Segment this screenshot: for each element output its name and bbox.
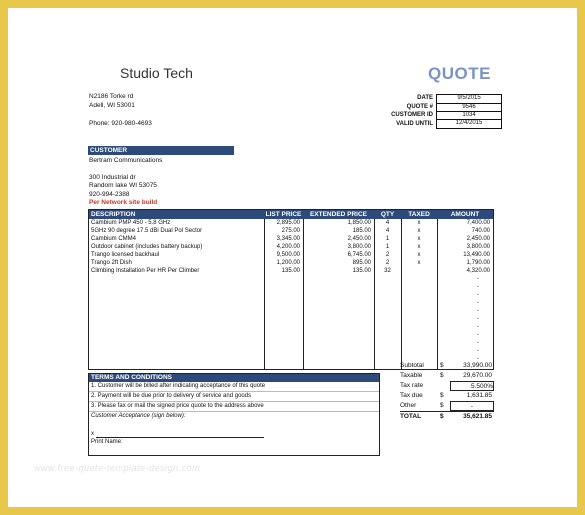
- column-divider: [401, 219, 402, 369]
- table-cell-ext: [303, 331, 374, 339]
- totals-row-tax-rate: [400, 381, 494, 391]
- table-cell-qty: [374, 355, 401, 363]
- terms-header: TERMS AND CONDITIONS: [89, 374, 379, 382]
- table-cell-list: 4,200.00: [276, 244, 300, 250]
- table-cell-taxed: [401, 307, 437, 315]
- table-cell-amount: -: [477, 324, 479, 330]
- table-cell-ext: [303, 323, 374, 331]
- table-cell-qty: [374, 323, 401, 331]
- table-cell-amount: 4,320.00: [466, 268, 490, 274]
- table-cell-ext: 185.00: [352, 228, 371, 234]
- table-cell-list: [264, 315, 303, 323]
- table-cell-qty: [374, 275, 401, 283]
- table-cell-amount: -: [477, 348, 479, 354]
- totals-value: 35,621.85: [463, 413, 492, 420]
- terms-box: [88, 373, 380, 456]
- meta-label: CUSTOMER ID: [391, 112, 433, 119]
- totals-value: 33,990.00: [463, 362, 492, 369]
- terms-line: 1. Customer will be billed after indicating acceptance of this quote: [89, 382, 379, 392]
- table-row: [89, 307, 493, 315]
- table-cell-list: 135.00: [281, 268, 300, 274]
- meta-row-valid-until: [388, 120, 502, 129]
- table-cell-amount: -: [477, 308, 479, 314]
- table-cell-amount: -: [477, 300, 479, 306]
- meta-value: 9546: [436, 103, 502, 112]
- totals-currency: $: [440, 413, 444, 420]
- table-cell-taxed: [401, 275, 437, 283]
- table-cell-list: [264, 283, 303, 291]
- table-cell-amount: -: [477, 340, 479, 346]
- table-cell-ext: 1,850.00: [347, 220, 371, 226]
- customer-phone: 920-994-2388: [89, 190, 130, 198]
- terms-line: 3. Please fax or mail the signed price quote to the address above: [89, 402, 379, 412]
- table-cell-amount: 3,800.00: [466, 244, 490, 250]
- table-cell-ext: [303, 355, 374, 363]
- customer-info: [89, 157, 162, 208]
- table-cell-list: [264, 331, 303, 339]
- table-body: [89, 219, 493, 369]
- table-cell-ext: 2,450.00: [347, 236, 371, 242]
- totals-value: 29,670.00: [463, 372, 492, 379]
- meta-row-quote-number: [388, 103, 502, 112]
- table-cell-list: [264, 339, 303, 347]
- totals-label: Other: [400, 402, 417, 409]
- table-cell-desc: [89, 299, 264, 307]
- meta-value: 9/5/2015: [436, 94, 502, 103]
- table-cell-list: 9,500.00: [276, 252, 300, 258]
- totals-currency: $: [440, 392, 444, 399]
- table-cell-taxed: [401, 267, 437, 275]
- table-row: [89, 323, 493, 331]
- table-cell-ext: 3,800.00: [347, 244, 371, 250]
- customer-street: 300 Industrial dr: [89, 173, 136, 181]
- table-cell-taxed: [401, 339, 437, 347]
- table-cell-list: 3,345.00: [276, 236, 300, 242]
- totals-label: TOTAL: [400, 413, 422, 420]
- table-cell-desc: Climbing Installation Per HR Per Climber: [91, 268, 200, 274]
- table-cell-ext: 6,745.00: [347, 252, 371, 258]
- table-cell-ext: [303, 291, 374, 299]
- totals-label: Subtotal: [400, 362, 424, 369]
- table-cell-qty: [374, 315, 401, 323]
- column-divider: [303, 219, 304, 369]
- table-cell-desc: 5GHz 90 degree 17.5 dBi Dual Pol Sector: [91, 228, 203, 234]
- table-cell-taxed: [401, 347, 437, 355]
- table-cell-amount: -: [477, 292, 479, 298]
- column-divider: [264, 219, 265, 369]
- table-row: [89, 267, 493, 275]
- meta-label: DATE: [417, 95, 433, 102]
- customer-header: CUSTOMER: [88, 146, 234, 155]
- totals-value: 1,631.85: [466, 392, 492, 399]
- table-cell-taxed: [401, 283, 437, 291]
- customer-city: Random lake WI 53075: [89, 182, 157, 189]
- totals-currency: $: [440, 402, 444, 409]
- print-name-label: Print Name:: [91, 439, 123, 445]
- table-cell-ext: [303, 275, 374, 283]
- table-cell-desc: Cambium PMP 450 - 5.8 GHz: [91, 220, 171, 226]
- table-row: [89, 227, 493, 235]
- table-cell-desc: Trango 2ft Dish: [91, 260, 132, 266]
- col-amount: AMOUNT: [450, 211, 480, 218]
- table-cell-amount: -: [477, 276, 479, 282]
- table-row: [89, 291, 493, 299]
- table-cell-amount: 2,450.00: [466, 236, 490, 242]
- table-cell-ext: [303, 347, 374, 355]
- table-cell-taxed: x: [417, 236, 421, 242]
- customer-name: Bertram Communications: [89, 157, 163, 164]
- col-qty: QTY: [380, 211, 395, 218]
- table-header: [89, 210, 493, 219]
- table-cell-list: [264, 347, 303, 355]
- table-row: [89, 251, 493, 259]
- col-description: DESCRIPTION: [91, 211, 136, 218]
- table-cell-qty: 1: [385, 244, 390, 250]
- company-name: Studio Tech: [120, 65, 193, 81]
- table-cell-qty: 4: [385, 220, 390, 226]
- table-cell-qty: 2: [385, 260, 390, 266]
- totals-currency: $: [440, 362, 444, 369]
- table-cell-list: [264, 355, 303, 363]
- table-row: [89, 243, 493, 251]
- terms-line: 2. Payment will be due prior to delivery of service and goods: [89, 392, 379, 402]
- column-divider: [437, 219, 438, 369]
- table-cell-desc: [89, 331, 264, 339]
- table-cell-taxed: x: [417, 260, 421, 266]
- totals-row-taxable: [400, 371, 494, 381]
- totals-row-total: [400, 411, 494, 422]
- table-cell-taxed: x: [417, 244, 421, 250]
- totals-label: Taxable: [400, 372, 423, 379]
- table-cell-desc: [89, 315, 264, 323]
- table-cell-taxed: x: [417, 252, 421, 258]
- signature-line[interactable]: [89, 430, 379, 438]
- table-row: [89, 339, 493, 347]
- table-cell-ext: 135.00: [352, 268, 371, 274]
- table-cell-amount: 13,490.00: [463, 252, 490, 258]
- meta-label: QUOTE #: [406, 103, 433, 110]
- table-cell-list: [264, 291, 303, 299]
- table-cell-qty: 4: [385, 228, 390, 234]
- table-cell-qty: [374, 307, 401, 315]
- table-row: [89, 331, 493, 339]
- items-table: [88, 209, 494, 370]
- table-cell-qty: [374, 299, 401, 307]
- table-cell-qty: 32: [384, 268, 391, 274]
- table-cell-taxed: [401, 299, 437, 307]
- table-cell-desc: [89, 283, 264, 291]
- totals-label: Tax due: [400, 392, 423, 399]
- table-cell-amount: 1,790.00: [466, 260, 490, 266]
- table-cell-desc: [89, 323, 264, 331]
- table-cell-taxed: x: [417, 228, 421, 234]
- table-cell-ext: [303, 315, 374, 323]
- table-cell-ext: [303, 283, 374, 291]
- table-row: [89, 347, 493, 355]
- table-row: [89, 299, 493, 307]
- watermark: www.free-quote-template-design.com: [34, 463, 201, 473]
- meta-value: 1034: [436, 111, 502, 120]
- table-cell-list: 2,895.00: [276, 220, 300, 226]
- meta-row-date: [388, 94, 502, 103]
- col-taxed: TAXED: [408, 211, 430, 218]
- table-cell-qty: [374, 347, 401, 355]
- quote-document: [8, 8, 577, 507]
- table-cell-desc: [89, 291, 264, 299]
- table-cell-desc: [89, 339, 264, 347]
- table-cell-taxed: [401, 323, 437, 331]
- table-cell-desc: [89, 347, 264, 355]
- table-cell-list: 275.00: [281, 228, 300, 234]
- table-row: [89, 283, 493, 291]
- table-cell-taxed: [401, 331, 437, 339]
- customer-note: Per Network site build: [89, 199, 158, 206]
- table-cell-taxed: [401, 291, 437, 299]
- table-cell-desc: Trango licensed backhaul: [91, 252, 160, 258]
- table-cell-qty: [374, 291, 401, 299]
- table-cell-amount: -: [477, 332, 479, 338]
- meta-label: VALID UNTIL: [396, 120, 433, 127]
- table-cell-desc: Outdoor cabinet (includes battery backup): [91, 244, 203, 250]
- table-cell-list: [264, 323, 303, 331]
- print-name-line[interactable]: [89, 438, 379, 446]
- totals-currency: [440, 381, 450, 391]
- table-cell-qty: [374, 339, 401, 347]
- table-cell-amount: -: [477, 316, 479, 322]
- table-row: [89, 315, 493, 323]
- totals-currency: $: [440, 372, 444, 379]
- totals-label: Tax rate: [400, 382, 424, 389]
- col-list-price: LIST PRICE: [265, 211, 302, 218]
- company-address: [89, 92, 135, 110]
- table-row: [89, 275, 493, 283]
- column-divider: [374, 219, 375, 369]
- table-row: [89, 235, 493, 243]
- table-cell-ext: [303, 299, 374, 307]
- table-cell-desc: Cambium CMM4: [91, 236, 137, 242]
- company-address-line1: N2186 Torke rd: [89, 93, 134, 100]
- quote-title: QUOTE: [428, 64, 491, 83]
- table-cell-amount: -: [477, 356, 479, 362]
- table-row: [89, 219, 493, 227]
- table-cell-qty: [374, 331, 401, 339]
- table-cell-amount: -: [477, 284, 479, 290]
- table-cell-list: [264, 307, 303, 315]
- table-cell-qty: [374, 283, 401, 291]
- table-cell-qty: 1: [385, 236, 390, 242]
- table-cell-desc: [89, 307, 264, 315]
- table-cell-list: 1,200.00: [276, 260, 300, 266]
- table-row: [89, 259, 493, 267]
- terms-acceptance: Customer Acceptance (sign below):: [91, 413, 186, 419]
- table-cell-ext: [303, 339, 374, 347]
- col-extended-price: EXTENDED PRICE: [309, 211, 368, 218]
- totals-value: -: [450, 401, 494, 411]
- table-cell-list: [264, 275, 303, 283]
- table-cell-amount: 740.00: [471, 228, 490, 234]
- totals-block: [400, 361, 494, 422]
- totals-row-other: [400, 401, 494, 411]
- meta-value: 12/4/2015: [436, 119, 502, 129]
- quote-meta: [388, 94, 502, 128]
- table-cell-desc: [89, 355, 264, 363]
- table-cell-taxed: x: [417, 220, 421, 226]
- table-cell-ext: [303, 307, 374, 315]
- table-cell-qty: 2: [385, 252, 390, 258]
- table-cell-list: [264, 299, 303, 307]
- table-cell-ext: 895.00: [352, 260, 371, 266]
- totals-row-subtotal: [400, 361, 494, 371]
- company-phone: Phone: 920-980-4693: [89, 120, 152, 127]
- company-address-line2: Adell, WI 53001: [89, 102, 135, 109]
- table-cell-taxed: [401, 315, 437, 323]
- table-cell-amount: 7,400.00: [466, 220, 490, 226]
- table-cell-desc: [89, 275, 264, 283]
- totals-row-tax-due: [400, 391, 494, 401]
- signature-x: x: [91, 431, 94, 437]
- totals-value: 5.500%: [450, 381, 494, 391]
